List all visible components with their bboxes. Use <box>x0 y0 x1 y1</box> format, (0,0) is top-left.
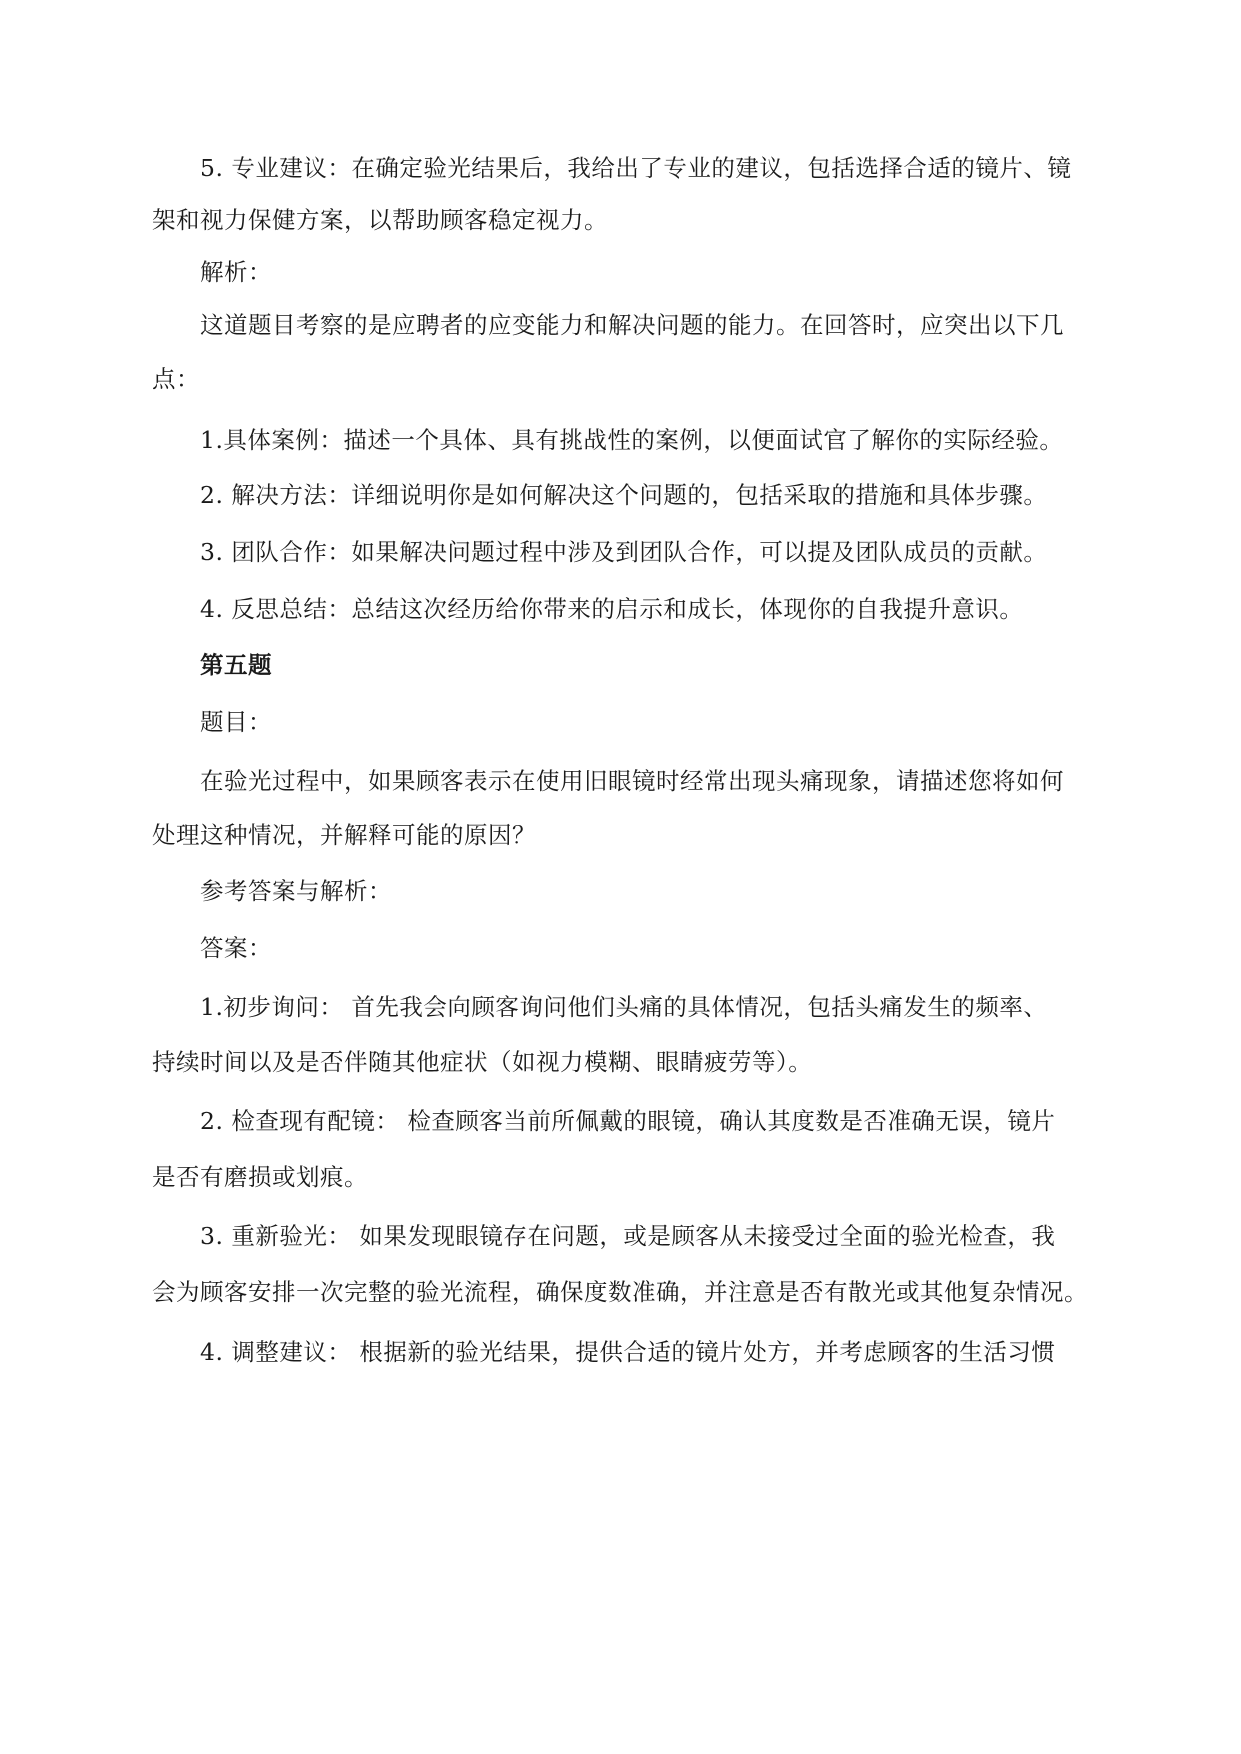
answer-label: 答案： <box>200 934 272 962</box>
answer-item-1-line-2: 持续时间以及是否伴随其他症状（如视力模糊、眼睛疲劳等）。 <box>152 1048 813 1076</box>
answer-item-2-line-1: 2. 检查现有配镜： 检查顾客当前所佩戴的眼镜，确认其度数是否准确无误，镜片 <box>200 1107 1056 1135</box>
analysis-intro-line-1: 这道题目考察的是应聘者的应变能力和解决问题的能力。在回答时，应突出以下几 <box>200 311 1064 339</box>
answer-point-5-line-2: 架和视力保健方案，以帮助顾客稳定视力。 <box>152 206 608 234</box>
analysis-intro-line-2: 点： <box>152 365 200 393</box>
answer-item-1-line-1: 1.初步询问： 首先我会向顾客询问他们头痛的具体情况，包括头痛发生的频率、 <box>200 993 1048 1021</box>
analysis-point-1: 1.具体案例：描述一个具体、具有挑战性的案例，以便面试官了解你的实际经验。 <box>200 426 1064 454</box>
answer-item-3-line-2: 会为顾客安排一次完整的验光流程，确保度数准确，并注意是否有散光或其他复杂情况。 <box>152 1278 1088 1306</box>
answer-item-2-line-2: 是否有磨损或划痕。 <box>152 1163 368 1191</box>
question-text-line-2: 处理这种情况，并解释可能的原因？ <box>152 821 536 849</box>
reference-label: 参考答案与解析： <box>200 877 392 905</box>
question-label: 题目： <box>200 708 272 736</box>
analysis-point-2: 2. 解决方法：详细说明你是如何解决这个问题的，包括采取的措施和具体步骤。 <box>200 481 1048 509</box>
section-heading: 第五题 <box>200 651 272 679</box>
analysis-point-4: 4. 反思总结：总结这次经历给你带来的启示和成长，体现你的自我提升意识。 <box>200 595 1024 623</box>
analysis-label: 解析： <box>200 258 272 286</box>
question-text-line-1: 在验光过程中，如果顾客表示在使用旧眼镜时经常出现头痛现象，请描述您将如何 <box>200 767 1064 795</box>
answer-item-4-line-1: 4. 调整建议： 根据新的验光结果，提供合适的镜片处方，并考虑顾客的生活习惯 <box>200 1338 1056 1366</box>
answer-item-3-line-1: 3. 重新验光： 如果发现眼镜存在问题，或是顾客从未接受过全面的验光检查，我 <box>200 1222 1056 1250</box>
answer-point-5-line-1: 5. 专业建议：在确定验光结果后，我给出了专业的建议，包括选择合适的镜片、镜 <box>200 154 1072 182</box>
analysis-point-3: 3. 团队合作：如果解决问题过程中涉及到团队合作，可以提及团队成员的贡献。 <box>200 538 1048 566</box>
